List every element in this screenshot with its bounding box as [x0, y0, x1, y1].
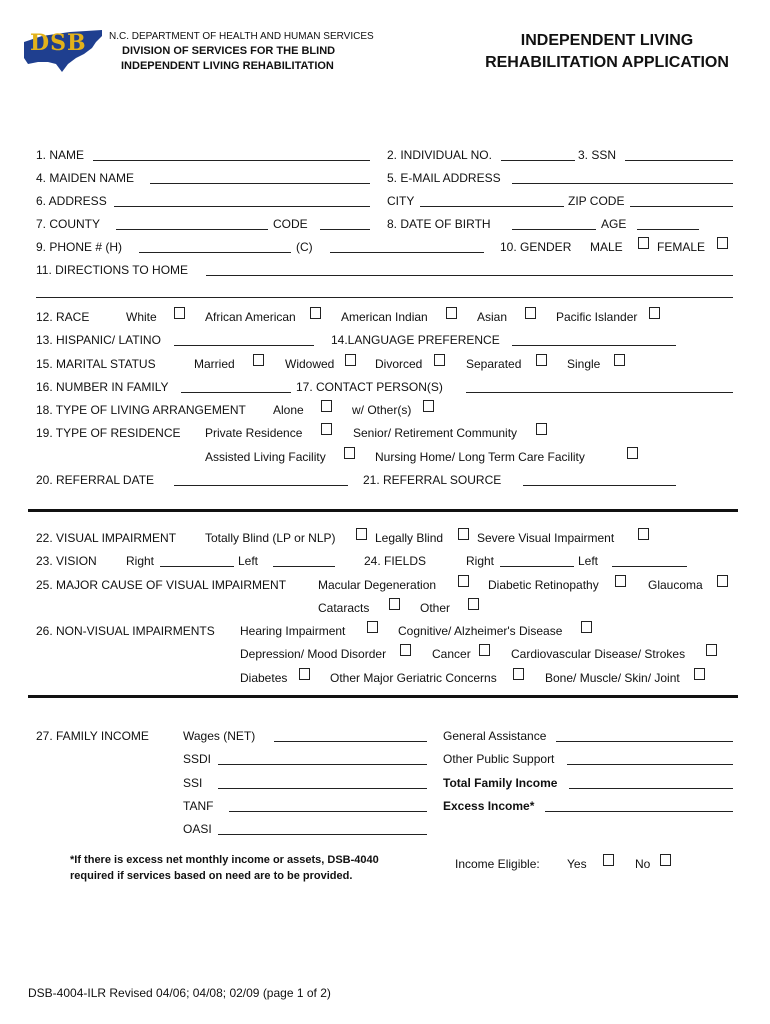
- program-name: INDEPENDENT LIVING REHABILITATION: [121, 60, 334, 72]
- email-label: 5. E-MAIL ADDRESS: [387, 171, 501, 185]
- hispanic-label: 13. HISPANIC/ LATINO: [36, 333, 161, 347]
- female-label: FEMALE: [657, 240, 706, 254]
- cancer-checkbox[interactable]: [479, 644, 490, 656]
- family-number-label: 16. NUMBER IN FAMILY: [36, 380, 169, 394]
- excess-income-label: Excess Income*: [443, 799, 535, 813]
- male-label: MALE: [590, 240, 623, 254]
- family-number-field[interactable]: [181, 392, 291, 393]
- glaucoma-label: Glaucoma: [648, 578, 703, 592]
- race-label: 12. RACE: [36, 310, 90, 324]
- maiden-name-field[interactable]: [150, 183, 370, 184]
- vision-left-label: Left: [238, 554, 259, 568]
- total-income-label: Total Family Income: [443, 776, 558, 790]
- diabetic-checkbox[interactable]: [615, 575, 626, 587]
- diabetes-label: Diabetes: [240, 671, 288, 685]
- zip-field[interactable]: [630, 206, 733, 207]
- severe-checkbox[interactable]: [638, 528, 649, 540]
- section-divider-1: [28, 509, 738, 512]
- referral-date-field[interactable]: [174, 485, 348, 486]
- age-field[interactable]: [637, 229, 699, 230]
- visual-impairment-label: 22. VISUAL IMPAIRMENT: [36, 531, 177, 545]
- city-label: CITY: [387, 194, 415, 208]
- public-support-field[interactable]: [567, 764, 733, 765]
- division-name: DIVISION OF SERVICES FOR THE BLIND: [122, 45, 336, 57]
- directions-field-2[interactable]: [36, 297, 733, 298]
- phone-cell-field[interactable]: [330, 252, 484, 253]
- cardio-label: Cardiovascular Disease/ Strokes: [511, 647, 686, 661]
- macular-checkbox[interactable]: [458, 575, 469, 587]
- referral-source-field[interactable]: [523, 485, 676, 486]
- american-indian-label: American Indian: [341, 310, 428, 324]
- assisted-checkbox[interactable]: [344, 447, 355, 459]
- american-indian-checkbox[interactable]: [446, 307, 457, 319]
- form-title-line2: REHABILITATION APPLICATION: [485, 54, 729, 71]
- general-assistance-field[interactable]: [556, 741, 733, 742]
- residence-label: 19. TYPE OF RESIDENCE: [36, 426, 181, 440]
- address-label: 6. ADDRESS: [36, 194, 107, 208]
- code-label: CODE: [273, 217, 308, 231]
- hispanic-field[interactable]: [174, 345, 314, 346]
- nonvisual-label: 26. NON-VISUAL IMPAIRMENTS: [36, 624, 215, 638]
- asian-checkbox[interactable]: [525, 307, 536, 319]
- maiden-name-label: 4. MAIDEN NAME: [36, 171, 135, 185]
- totally-blind-checkbox[interactable]: [356, 528, 367, 540]
- bone-checkbox[interactable]: [694, 668, 705, 680]
- excess-income-note: [70, 852, 379, 884]
- marital-label: 15. MARITAL STATUS: [36, 357, 156, 371]
- senior-label: Senior/ Retirement Community: [353, 426, 518, 440]
- severe-label: Severe Visual Impairment: [477, 531, 615, 545]
- geriatric-checkbox[interactable]: [513, 668, 524, 680]
- with-others-checkbox[interactable]: [423, 400, 434, 412]
- oasi-label: OASI: [183, 822, 212, 836]
- language-label: 14.LANGUAGE PREFERENCE: [331, 333, 500, 347]
- excess-income-note-line2: required if services based on need are to be provided.: [70, 870, 353, 882]
- cataracts-checkbox[interactable]: [389, 598, 400, 610]
- directions-label: 11. DIRECTIONS TO HOME: [36, 263, 189, 277]
- gender-label: 10. GENDER: [500, 240, 572, 254]
- separated-checkbox[interactable]: [536, 354, 547, 366]
- male-checkbox[interactable]: [638, 237, 649, 249]
- cataracts-label: Cataracts: [318, 601, 370, 615]
- cardio-checkbox[interactable]: [706, 644, 717, 656]
- alone-checkbox[interactable]: [321, 400, 332, 412]
- hearing-checkbox[interactable]: [367, 621, 378, 633]
- code-field[interactable]: [320, 229, 370, 230]
- private-checkbox[interactable]: [321, 423, 332, 435]
- phone-cell-label: (C): [296, 240, 313, 254]
- married-label: Married: [194, 357, 235, 371]
- directions-field-1[interactable]: [206, 275, 733, 276]
- nursing-checkbox[interactable]: [627, 447, 638, 459]
- legally-blind-checkbox[interactable]: [458, 528, 469, 540]
- female-checkbox[interactable]: [717, 237, 728, 249]
- public-support-label: Other Public Support: [443, 752, 555, 766]
- name-label: 1. NAME: [36, 148, 85, 162]
- tanf-label: TANF: [183, 799, 214, 813]
- eligible-yes-checkbox[interactable]: [603, 854, 614, 866]
- widowed-label: Widowed: [285, 357, 335, 371]
- depression-label: Depression/ Mood Disorder: [240, 647, 387, 661]
- section-divider-2: [28, 695, 738, 698]
- geriatric-label: Other Major Geriatric Concerns: [330, 671, 497, 685]
- zip-label: ZIP CODE: [568, 194, 625, 208]
- cause-label: 25. MAJOR CAUSE OF VISUAL IMPAIRMENT: [36, 578, 287, 592]
- referral-date-label: 20. REFERRAL DATE: [36, 473, 155, 487]
- other-cause-label: Other: [420, 601, 451, 615]
- senior-checkbox[interactable]: [536, 423, 547, 435]
- eligible-no-checkbox[interactable]: [660, 854, 671, 866]
- county-field[interactable]: [116, 229, 268, 230]
- general-assistance-label: General Assistance: [443, 729, 547, 743]
- white-label: White: [126, 310, 157, 324]
- divorced-checkbox[interactable]: [434, 354, 445, 366]
- dob-label: 8. DATE OF BIRTH: [387, 217, 491, 231]
- city-field[interactable]: [420, 206, 564, 207]
- address-field[interactable]: [114, 206, 370, 207]
- totally-blind-label: Totally Blind (LP or NLP): [205, 531, 336, 545]
- contact-field[interactable]: [466, 392, 733, 393]
- depression-checkbox[interactable]: [400, 644, 411, 656]
- phone-home-field[interactable]: [139, 252, 291, 253]
- single-checkbox[interactable]: [614, 354, 625, 366]
- name-field[interactable]: [93, 160, 370, 161]
- alone-label: Alone: [273, 403, 304, 417]
- nursing-label: Nursing Home/ Long Term Care Facility: [375, 450, 585, 464]
- african-american-checkbox[interactable]: [310, 307, 321, 319]
- form-title-line1: INDEPENDENT LIVING: [520, 32, 694, 49]
- vision-right-label: Right: [126, 554, 155, 568]
- macular-label: Macular Degeneration: [318, 578, 437, 592]
- vision-label: 23. VISION: [36, 554, 97, 568]
- department-name: N.C. DEPARTMENT OF HEALTH AND HUMAN SERVICES: [109, 31, 374, 42]
- ssdi-field[interactable]: [218, 764, 427, 765]
- vision-right-field[interactable]: [160, 566, 234, 567]
- total-income-field[interactable]: [569, 788, 733, 789]
- cognitive-label: Cognitive/ Alzheimer's Disease: [398, 624, 563, 638]
- cancer-label: Cancer: [432, 647, 471, 661]
- wages-field[interactable]: [274, 741, 427, 742]
- fields-right-field[interactable]: [500, 566, 574, 567]
- family-income-label: 27. FAMILY INCOME: [36, 729, 149, 743]
- fields-left-field[interactable]: [612, 566, 687, 567]
- dob-field[interactable]: [512, 229, 596, 230]
- legally-blind-label: Legally Blind: [375, 531, 444, 545]
- eligible-yes-label: Yes: [567, 857, 587, 871]
- glaucoma-checkbox[interactable]: [717, 575, 728, 587]
- fields-label: 24. FIELDS: [364, 554, 427, 568]
- pacific-islander-label: Pacific Islander: [556, 310, 638, 324]
- asian-label: Asian: [477, 310, 508, 324]
- ssn-label: 3. SSN: [578, 148, 617, 162]
- ssi-label: SSI: [183, 776, 203, 790]
- married-checkbox[interactable]: [253, 354, 264, 366]
- widowed-checkbox[interactable]: [345, 354, 356, 366]
- single-label: Single: [567, 357, 601, 371]
- income-eligible-label: Income Eligible:: [455, 857, 540, 871]
- pacific-islander-checkbox[interactable]: [649, 307, 660, 319]
- assisted-label: Assisted Living Facility: [205, 450, 326, 464]
- ssdi-label: SSDI: [183, 752, 212, 766]
- cognitive-checkbox[interactable]: [581, 621, 592, 633]
- email-field[interactable]: [512, 183, 733, 184]
- divorced-label: Divorced: [375, 357, 423, 371]
- wages-label: Wages (NET): [183, 729, 256, 743]
- diabetes-checkbox[interactable]: [299, 668, 310, 680]
- age-label: AGE: [601, 217, 627, 231]
- bone-label: Bone/ Muscle/ Skin/ Joint: [545, 671, 680, 685]
- form-footer: DSB-4004-ILR Revised 04/06; 04/08; 02/09 (page 1 of 2): [28, 986, 331, 1000]
- ssi-field[interactable]: [218, 788, 427, 789]
- excess-income-field[interactable]: [545, 811, 733, 812]
- phone-home-label: 9. PHONE # (H): [36, 240, 123, 254]
- white-checkbox[interactable]: [174, 307, 185, 319]
- private-label: Private Residence: [205, 426, 303, 440]
- hearing-label: Hearing Impairment: [240, 624, 346, 638]
- individual-no-field[interactable]: [501, 160, 575, 161]
- fields-left-label: Left: [578, 554, 599, 568]
- contact-label: 17. CONTACT PERSON(S): [296, 380, 443, 394]
- form-title: [462, 30, 752, 74]
- individual-no-label: 2. INDIVIDUAL NO.: [387, 148, 492, 162]
- tanf-field[interactable]: [229, 811, 427, 812]
- african-american-label: African American: [205, 310, 296, 324]
- language-field[interactable]: [512, 345, 676, 346]
- other-cause-checkbox[interactable]: [468, 598, 479, 610]
- vision-left-field[interactable]: [273, 566, 335, 567]
- separated-label: Separated: [466, 357, 522, 371]
- eligible-no-label: No: [635, 857, 651, 871]
- referral-source-label: 21. REFERRAL SOURCE: [363, 473, 502, 487]
- county-label: 7. COUNTY: [36, 217, 101, 231]
- oasi-field[interactable]: [218, 834, 427, 835]
- ssn-field[interactable]: [625, 160, 733, 161]
- excess-income-note-line1: *If there is excess net monthly income or assets, DSB-4040: [70, 854, 379, 866]
- diabetic-label: Diabetic Retinopathy: [488, 578, 599, 592]
- living-label: 18. TYPE OF LIVING ARRANGEMENT: [36, 403, 246, 417]
- logo-text: DSB: [30, 30, 87, 56]
- with-others-label: w/ Other(s): [352, 403, 412, 417]
- fields-right-label: Right: [466, 554, 495, 568]
